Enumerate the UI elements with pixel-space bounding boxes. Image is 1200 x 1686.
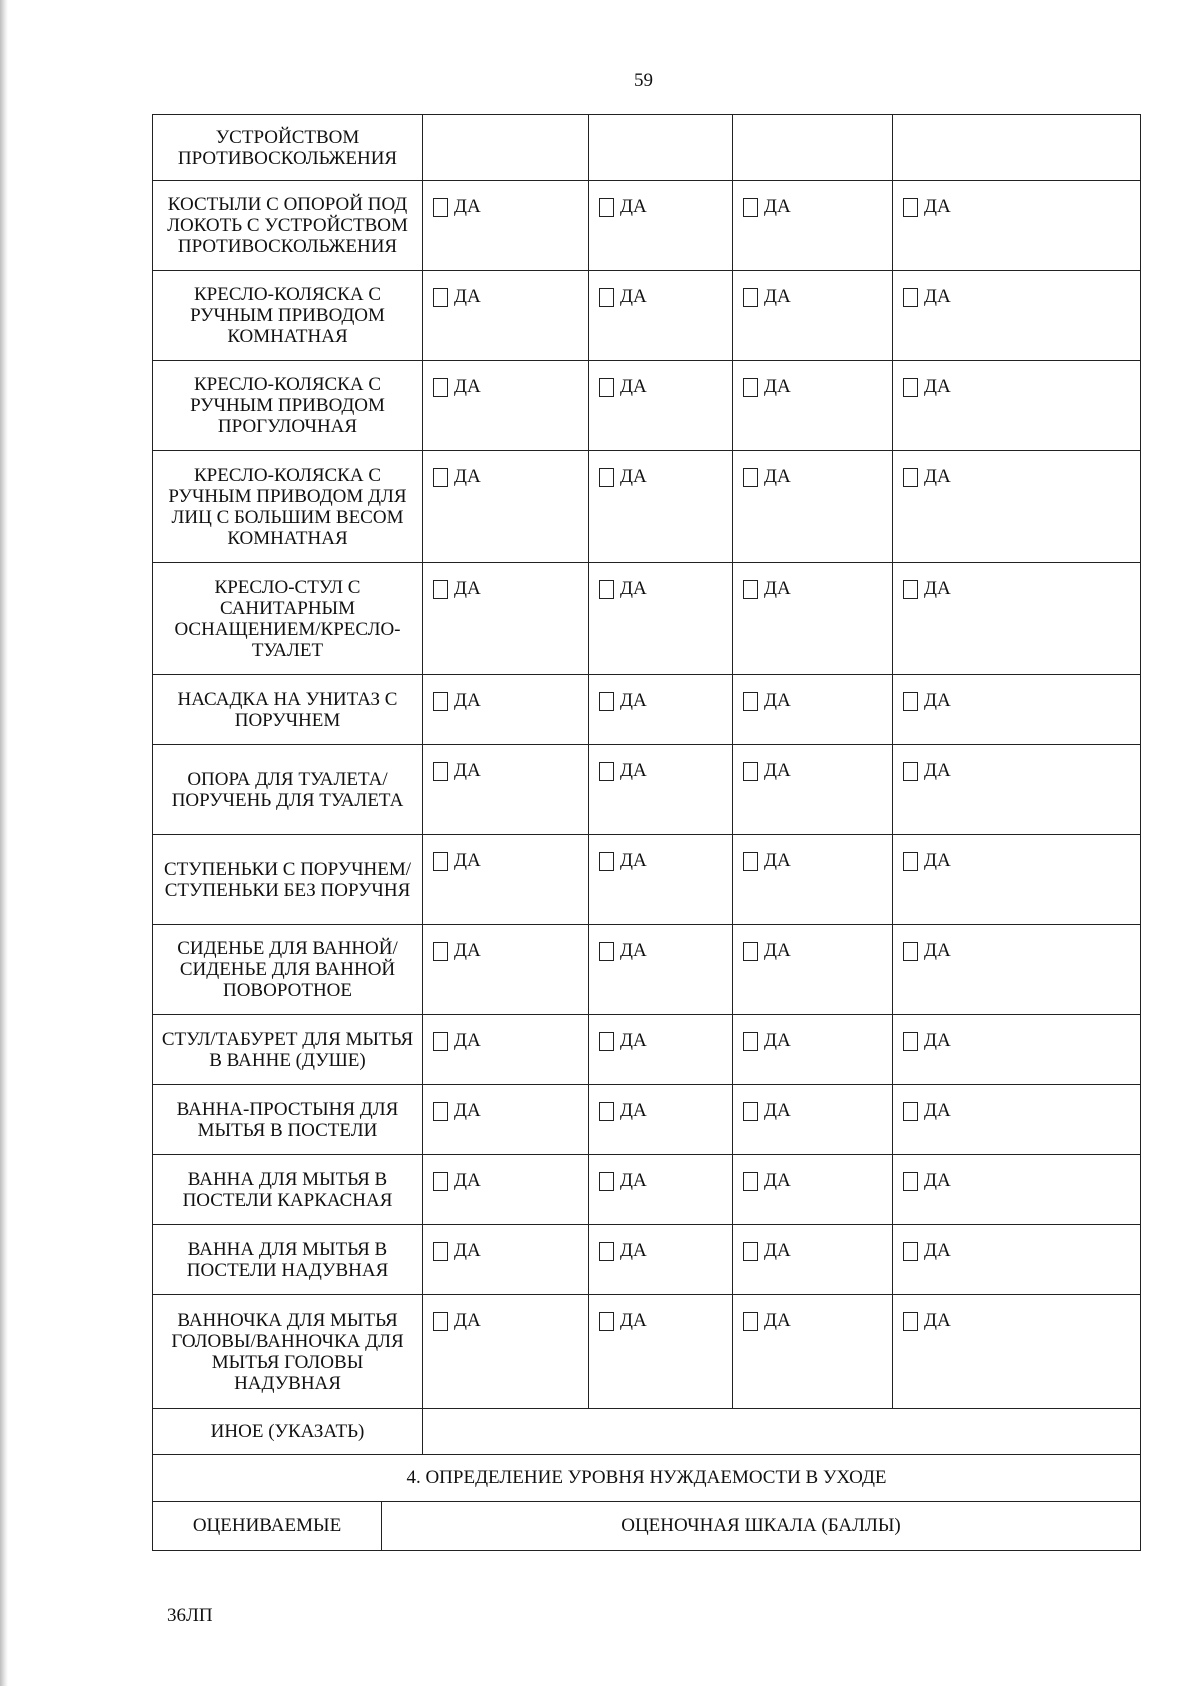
checkbox[interactable] [433, 1172, 448, 1191]
option-cell [893, 1295, 1141, 1409]
option-label: ДА [764, 286, 791, 307]
option-cell [589, 271, 733, 361]
option-yes[interactable] [903, 851, 1140, 871]
option-cell [589, 675, 733, 745]
checkbox[interactable] [743, 762, 758, 781]
option-label: ДА [620, 1100, 647, 1121]
option-label: ДА [924, 1100, 951, 1121]
option-cell [423, 181, 589, 271]
option-label: ДА [620, 286, 647, 307]
option-cell [893, 745, 1141, 835]
option-yes[interactable] [903, 287, 1140, 307]
option-yes[interactable] [599, 691, 732, 711]
option-label: ДА [924, 940, 951, 961]
checkbox[interactable] [599, 942, 614, 961]
option-label: ДА [620, 466, 647, 487]
option-label: ДА [924, 1310, 951, 1331]
option-cell [733, 563, 893, 675]
checkbox[interactable] [903, 762, 918, 781]
option-label: ДА [764, 940, 791, 961]
checkbox[interactable] [743, 852, 758, 871]
option-cell [733, 115, 893, 181]
scan-edge [0, 0, 8, 1686]
option-cell [733, 1295, 893, 1409]
option-cell [733, 745, 893, 835]
option-cell [589, 181, 733, 271]
option-label: ДА [454, 1030, 481, 1051]
option-cell [893, 271, 1141, 361]
checkbox[interactable] [903, 288, 918, 307]
option-cell [589, 1085, 733, 1155]
checkbox[interactable] [599, 288, 614, 307]
option-label: ДА [454, 1100, 481, 1121]
option-yes[interactable] [433, 1101, 588, 1121]
option-cell [893, 835, 1141, 925]
equipment-table-body [153, 115, 1141, 1551]
option-yes[interactable] [599, 377, 732, 397]
table-row [153, 1295, 1141, 1409]
option-label: ДА [924, 850, 951, 871]
option-yes[interactable] [433, 691, 588, 711]
checkbox[interactable] [903, 1102, 918, 1121]
option-label: ДА [454, 466, 481, 487]
option-cell [589, 361, 733, 451]
option-label: ДА [454, 578, 481, 599]
option-label: ДА [454, 760, 481, 781]
item-name: ВАННА ДЛЯ МЫТЬЯ В ПОСТЕЛИ КАРКАСНАЯ [153, 1155, 423, 1225]
option-yes[interactable] [743, 1031, 892, 1051]
option-label: ДА [764, 760, 791, 781]
checkbox[interactable] [433, 378, 448, 397]
table-row [153, 115, 1141, 181]
option-label: ДА [620, 1240, 647, 1261]
option-cell [423, 563, 589, 675]
item-name: КРЕСЛО-КОЛЯСКА С РУЧНЫМ ПРИВОДОМ КОМНАТНАЯ [153, 271, 423, 361]
option-cell [589, 1225, 733, 1295]
checkbox[interactable] [903, 1242, 918, 1261]
option-yes[interactable] [903, 467, 1140, 487]
checkbox[interactable] [433, 288, 448, 307]
option-yes[interactable] [433, 851, 588, 871]
item-name: СТУПЕНЬКИ С ПОРУЧНЕМ/СТУПЕНЬКИ БЕЗ ПОРУЧНЯ [153, 835, 423, 925]
checkbox[interactable] [903, 378, 918, 397]
option-label: ДА [924, 466, 951, 487]
table-row [153, 745, 1141, 835]
option-cell [893, 1015, 1141, 1085]
table-row [153, 835, 1141, 925]
option-cell [893, 361, 1141, 451]
option-yes[interactable] [743, 287, 892, 307]
option-yes[interactable] [433, 467, 588, 487]
option-yes[interactable] [599, 941, 732, 961]
option-cell [423, 1085, 589, 1155]
option-cell [893, 925, 1141, 1015]
option-label: ДА [764, 1100, 791, 1121]
option-yes[interactable] [743, 467, 892, 487]
page-number: 59 [634, 70, 653, 91]
checkbox[interactable] [903, 1032, 918, 1051]
checkbox[interactable] [433, 1312, 448, 1331]
checkbox[interactable] [903, 692, 918, 711]
option-label: ДА [620, 760, 647, 781]
option-yes[interactable] [743, 761, 892, 781]
option-cell [733, 675, 893, 745]
option-label: ДА [924, 760, 951, 781]
option-label: ДА [764, 196, 791, 217]
option-cell [589, 745, 733, 835]
item-name: ВАННА ДЛЯ МЫТЬЯ В ПОСТЕЛИ НАДУВНАЯ [153, 1225, 423, 1295]
checkbox[interactable] [743, 1312, 758, 1331]
table-row [153, 1085, 1141, 1155]
evaluated-header: ОЦЕНИВАЕМЫЕ [153, 1502, 382, 1550]
option-yes[interactable] [599, 761, 732, 781]
option-yes[interactable] [743, 1311, 892, 1331]
option-cell [423, 115, 589, 181]
checkbox[interactable] [599, 468, 614, 487]
checkbox[interactable] [743, 1242, 758, 1261]
option-label: ДА [620, 196, 647, 217]
option-cell [893, 451, 1141, 563]
option-cell [733, 1155, 893, 1225]
checkbox[interactable] [743, 942, 758, 961]
item-name: КРЕСЛО-КОЛЯСКА С РУЧНЫМ ПРИВОДОМ ДЛЯ ЛИЦ С БОЛЬШИМ ВЕСОМ КОМНАТНАЯ [153, 451, 423, 563]
option-label: ДА [620, 1170, 647, 1191]
option-cell [423, 361, 589, 451]
option-yes[interactable] [903, 377, 1140, 397]
option-label: ДА [454, 690, 481, 711]
option-yes[interactable] [743, 377, 892, 397]
option-yes[interactable] [903, 579, 1140, 599]
option-cell [733, 835, 893, 925]
option-yes[interactable] [433, 287, 588, 307]
option-label: ДА [764, 1170, 791, 1191]
option-yes[interactable] [433, 197, 588, 217]
checkbox[interactable] [599, 762, 614, 781]
option-yes[interactable] [433, 1241, 588, 1261]
table-row [153, 925, 1141, 1015]
option-label: ДА [764, 1310, 791, 1331]
checkbox[interactable] [433, 942, 448, 961]
option-yes[interactable] [433, 579, 588, 599]
option-yes[interactable] [903, 1031, 1140, 1051]
other-input-field[interactable] [423, 1409, 1141, 1455]
option-yes[interactable] [743, 851, 892, 871]
checkbox[interactable] [599, 580, 614, 599]
option-yes[interactable] [743, 579, 892, 599]
option-label: ДА [454, 1170, 481, 1191]
option-label: ДА [924, 578, 951, 599]
option-cell [423, 1225, 589, 1295]
option-yes[interactable] [743, 941, 892, 961]
option-yes[interactable] [599, 1031, 732, 1051]
checkbox[interactable] [903, 198, 918, 217]
option-label: ДА [924, 1170, 951, 1191]
table-row [153, 181, 1141, 271]
option-yes[interactable] [903, 1171, 1140, 1191]
checkbox[interactable] [903, 1172, 918, 1191]
checkbox[interactable] [599, 1102, 614, 1121]
checkbox[interactable] [743, 198, 758, 217]
option-cell [423, 745, 589, 835]
option-yes[interactable] [903, 1241, 1140, 1261]
option-label: ДА [924, 286, 951, 307]
checkbox[interactable] [433, 1102, 448, 1121]
option-yes[interactable] [599, 1311, 732, 1331]
scale-header [153, 1502, 1140, 1550]
checkbox[interactable] [433, 198, 448, 217]
option-yes[interactable] [599, 851, 732, 871]
section-row [153, 1455, 1141, 1502]
checkbox[interactable] [743, 692, 758, 711]
option-label: ДА [924, 1030, 951, 1051]
option-yes[interactable] [743, 197, 892, 217]
item-name: СИДЕНЬЕ ДЛЯ ВАННОЙ/СИДЕНЬЕ ДЛЯ ВАННОЙ ПОВОРОТНОЕ [153, 925, 423, 1015]
option-cell [589, 451, 733, 563]
option-cell [423, 675, 589, 745]
option-cell [733, 361, 893, 451]
option-yes[interactable] [599, 467, 732, 487]
option-yes[interactable] [903, 941, 1140, 961]
option-cell [423, 1155, 589, 1225]
scale-header-row [153, 1502, 1141, 1551]
checkbox[interactable] [433, 1242, 448, 1261]
table-row [153, 1225, 1141, 1295]
checkbox[interactable] [433, 762, 448, 781]
option-cell [589, 925, 733, 1015]
option-label: ДА [924, 1240, 951, 1261]
checkbox[interactable] [743, 378, 758, 397]
checkbox[interactable] [599, 692, 614, 711]
option-label: ДА [764, 466, 791, 487]
option-yes[interactable] [599, 197, 732, 217]
option-yes[interactable] [599, 1101, 732, 1121]
item-name: ВАННОЧКА ДЛЯ МЫТЬЯ ГОЛОВЫ/ВАННОЧКА ДЛЯ МЫТЬЯ ГОЛОВЫ НАДУВНАЯ [153, 1295, 423, 1409]
option-yes[interactable] [433, 377, 588, 397]
option-label: ДА [454, 850, 481, 871]
option-cell [733, 271, 893, 361]
option-cell [733, 181, 893, 271]
other-row [153, 1409, 1141, 1455]
option-yes[interactable] [599, 1171, 732, 1191]
checkbox[interactable] [433, 692, 448, 711]
checkbox[interactable] [433, 580, 448, 599]
option-cell [589, 563, 733, 675]
option-label: ДА [764, 850, 791, 871]
option-label: ДА [620, 850, 647, 871]
item-name: КРЕСЛО-КОЛЯСКА С РУЧНЫМ ПРИВОДОМ ПРОГУЛОЧНАЯ [153, 361, 423, 451]
option-cell [733, 1015, 893, 1085]
item-name: ВАННА-ПРОСТЫНЯ ДЛЯ МЫТЬЯ В ПОСТЕЛИ [153, 1085, 423, 1155]
option-cell [893, 1085, 1141, 1155]
option-yes[interactable] [599, 1241, 732, 1261]
option-cell [893, 1225, 1141, 1295]
option-cell [893, 115, 1141, 181]
option-cell [589, 1295, 733, 1409]
section-title: 4. ОПРЕДЕЛЕНИЕ УРОВНЯ НУЖДАЕМОСТИ В УХОДЕ [153, 1455, 1141, 1502]
option-cell [733, 1225, 893, 1295]
footer-code: 36ЛП [167, 1605, 213, 1626]
checkbox[interactable] [903, 580, 918, 599]
table-row [153, 1155, 1141, 1225]
checkbox[interactable] [903, 852, 918, 871]
option-label: ДА [924, 690, 951, 711]
table-row [153, 361, 1141, 451]
item-name: КРЕСЛО-СТУЛ С САНИТАРНЫМ ОСНАЩЕНИЕМ/КРЕСЛО-ТУАЛЕТ [153, 563, 423, 675]
item-name: УСТРОЙСТВОМ ПРОТИВОСКОЛЬЖЕНИЯ [153, 115, 423, 181]
option-cell [589, 1015, 733, 1085]
item-name: НАСАДКА НА УНИТАЗ С ПОРУЧНЕМ [153, 675, 423, 745]
checkbox[interactable] [903, 1312, 918, 1331]
option-label: ДА [620, 578, 647, 599]
option-label: ДА [454, 286, 481, 307]
option-yes[interactable] [433, 1031, 588, 1051]
checkbox[interactable] [599, 198, 614, 217]
option-cell [423, 1295, 589, 1409]
checkbox[interactable] [599, 1312, 614, 1331]
checkbox[interactable] [599, 852, 614, 871]
option-label: ДА [924, 196, 951, 217]
table-row [153, 563, 1141, 675]
option-yes[interactable] [599, 287, 732, 307]
checkbox[interactable] [743, 580, 758, 599]
item-name: КОСТЫЛИ С ОПОРОЙ ПОД ЛОКОТЬ С УСТРОЙСТВОМ ПРОТИВОСКОЛЬЖЕНИЯ [153, 181, 423, 271]
option-label: ДА [454, 196, 481, 217]
checkbox[interactable] [599, 1172, 614, 1191]
table-row [153, 675, 1141, 745]
checkbox[interactable] [599, 1242, 614, 1261]
option-cell [733, 451, 893, 563]
option-label: ДА [454, 940, 481, 961]
option-yes[interactable] [903, 197, 1140, 217]
option-label: ДА [620, 376, 647, 397]
option-cell [589, 115, 733, 181]
option-yes[interactable] [433, 941, 588, 961]
option-cell [893, 563, 1141, 675]
option-cell [423, 1015, 589, 1085]
option-label: ДА [764, 578, 791, 599]
option-yes[interactable] [743, 691, 892, 711]
table-row [153, 1015, 1141, 1085]
checkbox[interactable] [433, 1032, 448, 1051]
option-yes[interactable] [433, 1171, 588, 1191]
option-cell [589, 835, 733, 925]
option-label: ДА [454, 1310, 481, 1331]
option-label: ДА [924, 376, 951, 397]
item-name: СТУЛ/ТАБУРЕТ ДЛЯ МЫТЬЯ В ВАННЕ (ДУШЕ) [153, 1015, 423, 1085]
table-row [153, 451, 1141, 563]
item-name: ОПОРА ДЛЯ ТУАЛЕТА/ПОРУЧЕНЬ ДЛЯ ТУАЛЕТА [153, 745, 423, 835]
option-yes[interactable] [433, 1311, 588, 1331]
checkbox[interactable] [743, 288, 758, 307]
option-cell [893, 1155, 1141, 1225]
checkbox[interactable] [903, 942, 918, 961]
option-cell [423, 835, 589, 925]
checkbox[interactable] [433, 852, 448, 871]
option-label: ДА [764, 1240, 791, 1261]
option-yes[interactable] [903, 1101, 1140, 1121]
equipment-table [152, 114, 1141, 1551]
scale-points-header: ОЦЕНОЧНАЯ ШКАЛА (БАЛЛЫ) [621, 1515, 901, 1536]
option-yes[interactable] [903, 761, 1140, 781]
option-cell [893, 181, 1141, 271]
option-yes[interactable] [743, 1241, 892, 1261]
option-label: ДА [620, 1310, 647, 1331]
option-label: ДА [764, 376, 791, 397]
option-yes[interactable] [433, 761, 588, 781]
table-row [153, 271, 1141, 361]
option-cell [589, 1155, 733, 1225]
checkbox[interactable] [903, 468, 918, 487]
option-yes[interactable] [903, 1311, 1140, 1331]
option-cell [423, 451, 589, 563]
checkbox[interactable] [599, 378, 614, 397]
option-label: ДА [454, 376, 481, 397]
option-cell [423, 925, 589, 1015]
option-yes[interactable] [599, 579, 732, 599]
checkbox[interactable] [743, 468, 758, 487]
checkbox[interactable] [599, 1032, 614, 1051]
checkbox[interactable] [743, 1172, 758, 1191]
option-cell [423, 271, 589, 361]
option-label: ДА [764, 1030, 791, 1051]
scale-header-cell [153, 1502, 1141, 1551]
option-cell [733, 925, 893, 1015]
option-cell [733, 1085, 893, 1155]
checkbox[interactable] [743, 1032, 758, 1051]
option-label: ДА [454, 1240, 481, 1261]
option-label: ДА [764, 690, 791, 711]
option-cell [893, 675, 1141, 745]
option-label: ДА [620, 940, 647, 961]
checkbox[interactable] [743, 1102, 758, 1121]
option-yes[interactable] [743, 1171, 892, 1191]
checkbox[interactable] [433, 468, 448, 487]
option-yes[interactable] [903, 691, 1140, 711]
option-label: ДА [620, 690, 647, 711]
option-yes[interactable] [743, 1101, 892, 1121]
other-label: ИНОЕ (УКАЗАТЬ) [153, 1409, 423, 1455]
option-label: ДА [620, 1030, 647, 1051]
